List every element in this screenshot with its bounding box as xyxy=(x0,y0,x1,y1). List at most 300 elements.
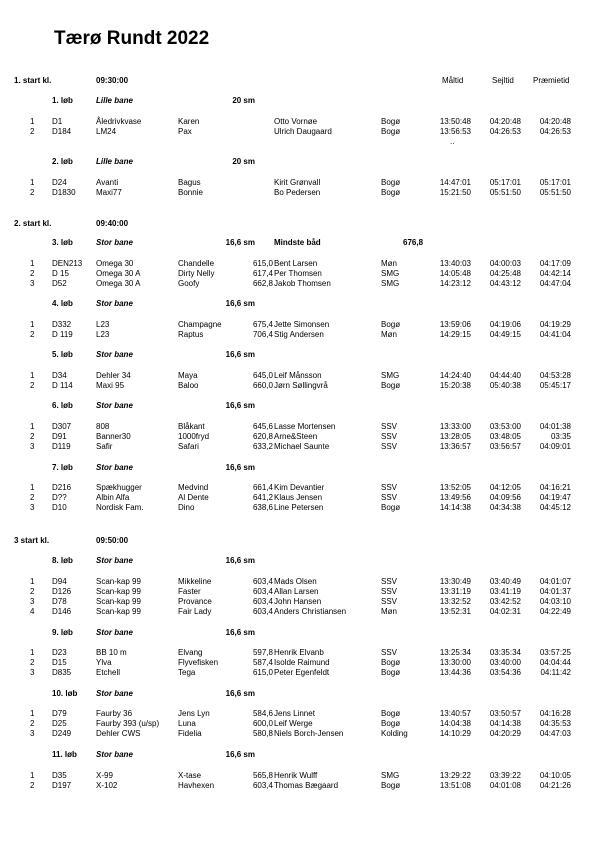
sail-time: 04:01:08 xyxy=(489,781,521,790)
sail-number: D184 xyxy=(52,127,72,136)
sail-number: D119 xyxy=(52,442,71,451)
finish-time: 13:28:05 xyxy=(439,432,471,441)
club: SSV xyxy=(381,648,398,657)
place: 2 xyxy=(30,658,35,667)
rating: 645,6 xyxy=(252,422,273,431)
sail-number: D126 xyxy=(52,587,72,596)
sail-number: D23 xyxy=(52,648,67,657)
sail-time: 04:43:12 xyxy=(489,279,521,288)
place: 2 xyxy=(30,719,35,728)
sail-number: D10 xyxy=(52,503,67,512)
club: SSV xyxy=(381,483,398,492)
sail-number: D91 xyxy=(52,432,67,441)
sail-time: 03:48:05 xyxy=(489,432,521,441)
club: Møn xyxy=(381,330,397,339)
skipper: Lasse Mortensen xyxy=(274,422,336,431)
skipper: Jørn Søllingvrå xyxy=(274,381,328,390)
handicap-time: 04:35:53 xyxy=(539,719,571,728)
place: 1 xyxy=(30,259,35,268)
sail-number: D1 xyxy=(52,117,63,126)
col-praemietid: Præmietid xyxy=(533,76,570,85)
boat-name: Karen xyxy=(178,117,200,126)
skipper: Ulrich Daugaard xyxy=(274,127,332,136)
place: 1 xyxy=(30,178,35,187)
sail-number: D1830 xyxy=(52,188,76,197)
sail-time: 04:26:53 xyxy=(489,127,521,136)
handicap-time: 04:01:07 xyxy=(539,577,571,586)
rating: 603,4 xyxy=(252,587,273,596)
club: SMG xyxy=(381,269,400,278)
heat-course: Lille bane xyxy=(96,157,133,166)
club: SSV xyxy=(381,493,398,502)
sail-time: 03:41:19 xyxy=(489,587,521,596)
start-label: 1. start kl. xyxy=(14,76,52,85)
rating: 565,8 xyxy=(252,771,273,780)
handicap-time: 04:11:42 xyxy=(540,668,571,677)
boat-name: Provance xyxy=(178,597,212,606)
rating: 603,4 xyxy=(252,607,273,616)
finish-time: 13:49:56 xyxy=(439,493,471,502)
heat-distance: 16,6 sm xyxy=(225,689,255,698)
place: 2 xyxy=(30,188,35,197)
skipper: Jens Linnet xyxy=(274,709,315,718)
place: 2 xyxy=(30,587,35,596)
skipper: Isolde Raimund xyxy=(274,658,330,667)
finish-time: 13:51:08 xyxy=(439,781,471,790)
club: Bogø xyxy=(381,709,401,718)
boat-type: Maxi 95 xyxy=(96,381,125,390)
boat-type: Scan-kap 99 xyxy=(96,587,141,596)
boat-name: Medvind xyxy=(178,483,209,492)
sail-time: 04:00:03 xyxy=(489,259,521,268)
finish-time: 14:47:01 xyxy=(439,178,471,187)
boat-name: Goofy xyxy=(178,279,200,288)
skipper: Bo Pedersen xyxy=(274,188,321,197)
heat-number: 3. løb xyxy=(52,238,73,247)
boat-name: Maya xyxy=(178,371,198,380)
heat-distance: 16,6 sm xyxy=(225,750,255,759)
page-title: Tærø Rundt 2022 xyxy=(54,28,210,49)
place: 1 xyxy=(30,422,35,431)
place: 1 xyxy=(30,577,35,586)
sail-number: D79 xyxy=(52,709,67,718)
rating: 660,0 xyxy=(252,381,273,390)
place: 1 xyxy=(30,709,35,718)
rating: 645,0 xyxy=(252,371,273,380)
place: 3 xyxy=(30,668,35,677)
sail-number: D 114 xyxy=(52,381,73,390)
skipper: Otto Vornøe xyxy=(274,117,318,126)
sail-time: 04:25:48 xyxy=(489,269,521,278)
finish-time: 14:24:40 xyxy=(439,371,471,380)
rating: 638,6 xyxy=(252,503,273,512)
place: 2 xyxy=(30,127,35,136)
finish-time: 13:36:57 xyxy=(439,442,471,451)
club: SSV xyxy=(381,597,398,606)
handicap-time: 04:47:03 xyxy=(539,729,571,738)
boat-name: Dirty Nelly xyxy=(178,269,215,278)
skipper: Line Petersen xyxy=(274,503,324,512)
sail-time: 05:40:38 xyxy=(489,381,521,390)
skipper: Mads Olsen xyxy=(274,577,317,586)
boat-type: Scan-kap 99 xyxy=(96,577,141,586)
club: Møn xyxy=(381,607,397,616)
sail-number: D249 xyxy=(52,729,72,738)
skipper: Thomas Bægaard xyxy=(274,781,339,790)
handicap-time: 04:17:09 xyxy=(539,259,571,268)
note-mark: .. xyxy=(450,137,455,146)
heat-number: 11. løb xyxy=(52,750,77,759)
rating: 584,6 xyxy=(252,709,273,718)
boat-type: Ylva xyxy=(96,658,112,667)
club: Bogø xyxy=(381,127,401,136)
place: 1 xyxy=(30,483,35,492)
handicap-time: 04:20:48 xyxy=(539,117,571,126)
boat-name: Faster xyxy=(178,587,201,596)
sail-time: 04:14:38 xyxy=(489,719,521,728)
club: Bogø xyxy=(381,381,401,390)
heat-course: Stor bane xyxy=(96,238,133,247)
boat-type: Albin Alfa xyxy=(96,493,130,502)
sail-number: D94 xyxy=(52,577,67,586)
finish-time: 13:52:05 xyxy=(439,483,471,492)
boat-type: LM24 xyxy=(96,127,117,136)
boat-name: Jens Lyn xyxy=(178,709,210,718)
handicap-time: 04:19:47 xyxy=(539,493,571,502)
finish-time: 13:50:48 xyxy=(439,117,471,126)
sail-number: D835 xyxy=(52,668,72,677)
rating: 706,4 xyxy=(252,330,273,339)
club: SSV xyxy=(381,587,398,596)
sail-time: 03:40:00 xyxy=(489,658,521,667)
finish-time: 14:29:15 xyxy=(439,330,471,339)
boat-name: Elvang xyxy=(178,648,203,657)
heat-distance: 16,6 sm xyxy=(225,628,255,637)
heat-distance: 20 sm xyxy=(232,96,255,105)
club: SMG xyxy=(381,279,400,288)
sail-time: 03:35:34 xyxy=(489,648,521,657)
boat-type: Faurby 393 (u/sp) xyxy=(96,719,160,728)
boat-type: Omega 30 A xyxy=(96,269,141,278)
boat-name: 1000fryd xyxy=(178,432,210,441)
place: 2 xyxy=(30,493,35,502)
heat-number: 4. løb xyxy=(52,299,73,308)
sail-number: D78 xyxy=(52,597,67,606)
place: 2 xyxy=(30,381,35,390)
sail-time: 04:12:05 xyxy=(489,483,521,492)
club: Bogø xyxy=(381,320,401,329)
place: 3 xyxy=(30,597,35,606)
heat-course: Stor bane xyxy=(96,463,133,472)
handicap-time: 04:16:28 xyxy=(539,709,571,718)
skipper: Henrik Elvanb xyxy=(274,648,324,657)
sail-time: 03:54:36 xyxy=(489,668,521,677)
boat-name: Al Dente xyxy=(178,493,209,502)
skipper: Leif Werge xyxy=(274,719,313,728)
sail-number: D216 xyxy=(52,483,72,492)
finish-time: 13:40:57 xyxy=(439,709,471,718)
start-label: 2. start kl. xyxy=(14,219,52,228)
sail-number: DEN213 xyxy=(52,259,83,268)
skipper: Peter Egenfeldt xyxy=(274,668,330,677)
sail-time: 03:40:49 xyxy=(489,577,521,586)
handicap-time: 04:22:49 xyxy=(539,607,571,616)
boat-name: Baloo xyxy=(178,381,199,390)
finish-time: 13:56:53 xyxy=(439,127,471,136)
skipper: Henrik Wulff xyxy=(274,771,318,780)
club: Bogø xyxy=(381,503,401,512)
boat-type: Åledrivkvase xyxy=(96,117,142,126)
sail-time: 03:56:57 xyxy=(489,442,521,451)
sail-time: 05:51:50 xyxy=(489,188,521,197)
rating: 615,0 xyxy=(252,259,273,268)
place: 3 xyxy=(30,279,35,288)
skipper: Anders Christiansen xyxy=(274,607,347,616)
finish-time: 13:44:36 xyxy=(439,668,471,677)
place: 3 xyxy=(30,503,35,512)
handicap-time: 04:47:04 xyxy=(539,279,571,288)
rating: 641,2 xyxy=(252,493,273,502)
boat-type: Nordisk Fam. xyxy=(96,503,144,512)
boat-type: L23 xyxy=(96,320,110,329)
boat-name: Flyvefisken xyxy=(178,658,219,667)
finish-time: 14:04:38 xyxy=(439,719,471,728)
sail-number: D?? xyxy=(52,493,67,502)
rating: 620,8 xyxy=(252,432,273,441)
handicap-time: 04:03:10 xyxy=(539,597,571,606)
boat-name: Safari xyxy=(178,442,199,451)
skipper: Leif Månsson xyxy=(274,371,322,380)
rating: 587,4 xyxy=(252,658,273,667)
club: Bogø xyxy=(381,658,401,667)
boat-type: X-99 xyxy=(96,771,113,780)
boat-type: Etchell xyxy=(96,668,121,677)
skipper: Per Thomsen xyxy=(274,269,322,278)
heat-number: 6. løb xyxy=(52,401,73,410)
boat-name: Luna xyxy=(178,719,196,728)
handicap-time: 04:26:53 xyxy=(539,127,571,136)
club: SSV xyxy=(381,422,398,431)
rating: 617,4 xyxy=(252,269,273,278)
club: Bogø xyxy=(381,178,401,187)
sail-time: 03:53:00 xyxy=(489,422,521,431)
club: SSV xyxy=(381,442,398,451)
handicap-time: 03:57:25 xyxy=(539,648,571,657)
finish-time: 13:25:34 xyxy=(439,648,471,657)
boat-type: Omega 30 xyxy=(96,259,134,268)
sail-number: D34 xyxy=(52,371,67,380)
handicap-time: 04:53:28 xyxy=(539,371,571,380)
finish-time: 14:23:12 xyxy=(439,279,471,288)
finish-time: 13:32:52 xyxy=(439,597,471,606)
heat-course: Stor bane xyxy=(96,401,133,410)
place: 4 xyxy=(30,607,35,616)
rating: 603,4 xyxy=(252,597,273,606)
finish-time: 13:59:06 xyxy=(439,320,471,329)
heat-course: Lille bane xyxy=(96,96,133,105)
rating: 662,8 xyxy=(252,279,273,288)
club: Bogø xyxy=(381,781,401,790)
club: SSV xyxy=(381,432,398,441)
heat-number: 5. løb xyxy=(52,350,73,359)
sail-time: 04:20:29 xyxy=(489,729,521,738)
club: SMG xyxy=(381,771,400,780)
club: Møn xyxy=(381,259,397,268)
place: 1 xyxy=(30,771,35,780)
club: SSV xyxy=(381,577,398,586)
sail-time: 03:50:57 xyxy=(489,709,521,718)
heat-distance: 20 sm xyxy=(232,157,255,166)
heat-course: Stor bane xyxy=(96,556,133,565)
place: 1 xyxy=(30,371,35,380)
heat-course: Stor bane xyxy=(96,689,133,698)
rating: 600,0 xyxy=(252,719,273,728)
boat-name: Blåkant xyxy=(178,422,205,431)
handicap-time: 04:16:21 xyxy=(539,483,571,492)
club: Kolding xyxy=(381,729,408,738)
heat-number: 1. løb xyxy=(52,96,73,105)
heat-extra-value: 676,8 xyxy=(403,238,424,247)
boat-name: X-tase xyxy=(178,771,202,780)
sail-time: 03:39:22 xyxy=(489,771,521,780)
sail-number: D35 xyxy=(52,771,67,780)
finish-time: 15:20:38 xyxy=(439,381,471,390)
boat-type: Scan-kap 99 xyxy=(96,597,141,606)
finish-time: 13:30:49 xyxy=(439,577,471,586)
boat-name: Mikkeline xyxy=(178,577,212,586)
skipper: Arne&Steen xyxy=(274,432,318,441)
rating: 633,2 xyxy=(252,442,273,451)
boat-type: BB 10 m xyxy=(96,648,127,657)
skipper: Michael Saunte xyxy=(274,442,330,451)
boat-type: Avanti xyxy=(96,178,119,187)
col-sejltid: Sejltid xyxy=(492,76,514,85)
start-time: 09:50:00 xyxy=(96,536,129,545)
heat-number: 2. løb xyxy=(52,157,73,166)
heat-distance: 16,6 sm xyxy=(225,350,255,359)
col-maaltid: Måltid xyxy=(442,76,464,85)
heat-distance: 16,6 sm xyxy=(225,401,255,410)
boat-type: Banner30 xyxy=(96,432,131,441)
rating: 675,4 xyxy=(252,320,273,329)
boat-type: X-102 xyxy=(96,781,118,790)
sail-number: D146 xyxy=(52,607,72,616)
boat-name: Chandelle xyxy=(178,259,215,268)
handicap-time: 04:10:05 xyxy=(539,771,571,780)
sail-time: 04:34:38 xyxy=(489,503,521,512)
finish-time: 15:21:50 xyxy=(439,188,471,197)
sail-time: 04:44:40 xyxy=(489,371,521,380)
boat-name: Tega xyxy=(178,668,196,677)
boat-type: Safir xyxy=(96,442,113,451)
sail-time: 05:17:01 xyxy=(489,178,521,187)
sail-number: D197 xyxy=(52,781,72,790)
sail-number: D332 xyxy=(52,320,72,329)
handicap-time: 05:45:17 xyxy=(539,381,571,390)
boat-type: Scan-kap 99 xyxy=(96,607,141,616)
heat-distance: 16,6 sm xyxy=(225,556,255,565)
finish-time: 13:40:03 xyxy=(439,259,471,268)
boat-name: Pax xyxy=(178,127,192,136)
finish-time: 13:31:19 xyxy=(439,587,471,596)
boat-name: Dino xyxy=(178,503,195,512)
rating: 580,8 xyxy=(252,729,273,738)
club: Bogø xyxy=(381,668,401,677)
skipper: Stig Andersen xyxy=(274,330,324,339)
sail-time: 04:19:06 xyxy=(489,320,521,329)
sail-number: D 15 xyxy=(52,269,69,278)
handicap-time: 03:35 xyxy=(550,432,571,441)
rating: 603,4 xyxy=(252,781,273,790)
skipper: John Hansen xyxy=(274,597,322,606)
heat-distance: 16,6 sm xyxy=(225,463,255,472)
sail-number: D24 xyxy=(52,178,67,187)
boat-type: Faurby 36 xyxy=(96,709,133,718)
skipper: Jakob Thomsen xyxy=(274,279,331,288)
heat-number: 10. løb xyxy=(52,689,78,698)
finish-time: 13:33:00 xyxy=(439,422,471,431)
handicap-time: 04:21:26 xyxy=(539,781,571,790)
sail-number: D15 xyxy=(52,658,67,667)
boat-name: Champagne xyxy=(178,320,222,329)
club: Bogø xyxy=(381,719,401,728)
boat-type: Dehler CWS xyxy=(96,729,141,738)
heat-number: 8. løb xyxy=(52,556,73,565)
heat-distance: 16,6 sm xyxy=(225,299,255,308)
place: 1 xyxy=(30,117,35,126)
rating: 603,4 xyxy=(252,577,273,586)
skipper: Bent Larsen xyxy=(274,259,318,268)
handicap-time: 05:17:01 xyxy=(539,178,571,187)
sail-time: 03:42:52 xyxy=(489,597,521,606)
heat-distance: 16,6 sm xyxy=(225,238,255,247)
skipper: Jette Simonsen xyxy=(274,320,330,329)
rating: 597,8 xyxy=(252,648,273,657)
boat-type: 808 xyxy=(96,422,110,431)
finish-time: 14:14:38 xyxy=(439,503,471,512)
handicap-time: 04:04:44 xyxy=(539,658,571,667)
boat-type: L23 xyxy=(96,330,110,339)
boat-name: Fair Lady xyxy=(178,607,212,616)
skipper: Allan Larsen xyxy=(274,587,319,596)
heat-course: Stor bane xyxy=(96,628,133,637)
skipper: Niels Borch-Jensen xyxy=(274,729,344,738)
handicap-time: 04:09:01 xyxy=(539,442,571,451)
boat-type: Dehler 34 xyxy=(96,371,131,380)
boat-name: Fidelia xyxy=(178,729,202,738)
start-time: 09:30:00 xyxy=(96,76,129,85)
rating: 661,4 xyxy=(252,483,273,492)
finish-time: 13:30:00 xyxy=(439,658,471,667)
handicap-time: 04:42:14 xyxy=(539,269,571,278)
heat-extra-label: Mindste båd xyxy=(274,238,321,247)
place: 2 xyxy=(30,781,35,790)
handicap-time: 04:01:38 xyxy=(539,422,571,431)
place: 3 xyxy=(30,729,35,738)
sail-time: 04:09:56 xyxy=(489,493,521,502)
handicap-time: 04:19:29 xyxy=(539,320,571,329)
boat-name: Havhexen xyxy=(178,781,215,790)
finish-time: 14:05:48 xyxy=(439,269,471,278)
sail-time: 04:20:48 xyxy=(489,117,521,126)
start-label: 3 start kl. xyxy=(14,536,50,545)
finish-time: 13:29:22 xyxy=(439,771,471,780)
heat-course: Stor bane xyxy=(96,350,133,359)
boat-type: Spækhugger xyxy=(96,483,142,492)
boat-type: Omega 30 A xyxy=(96,279,141,288)
skipper: Kim Devantier xyxy=(274,483,325,492)
club: SMG xyxy=(381,371,400,380)
